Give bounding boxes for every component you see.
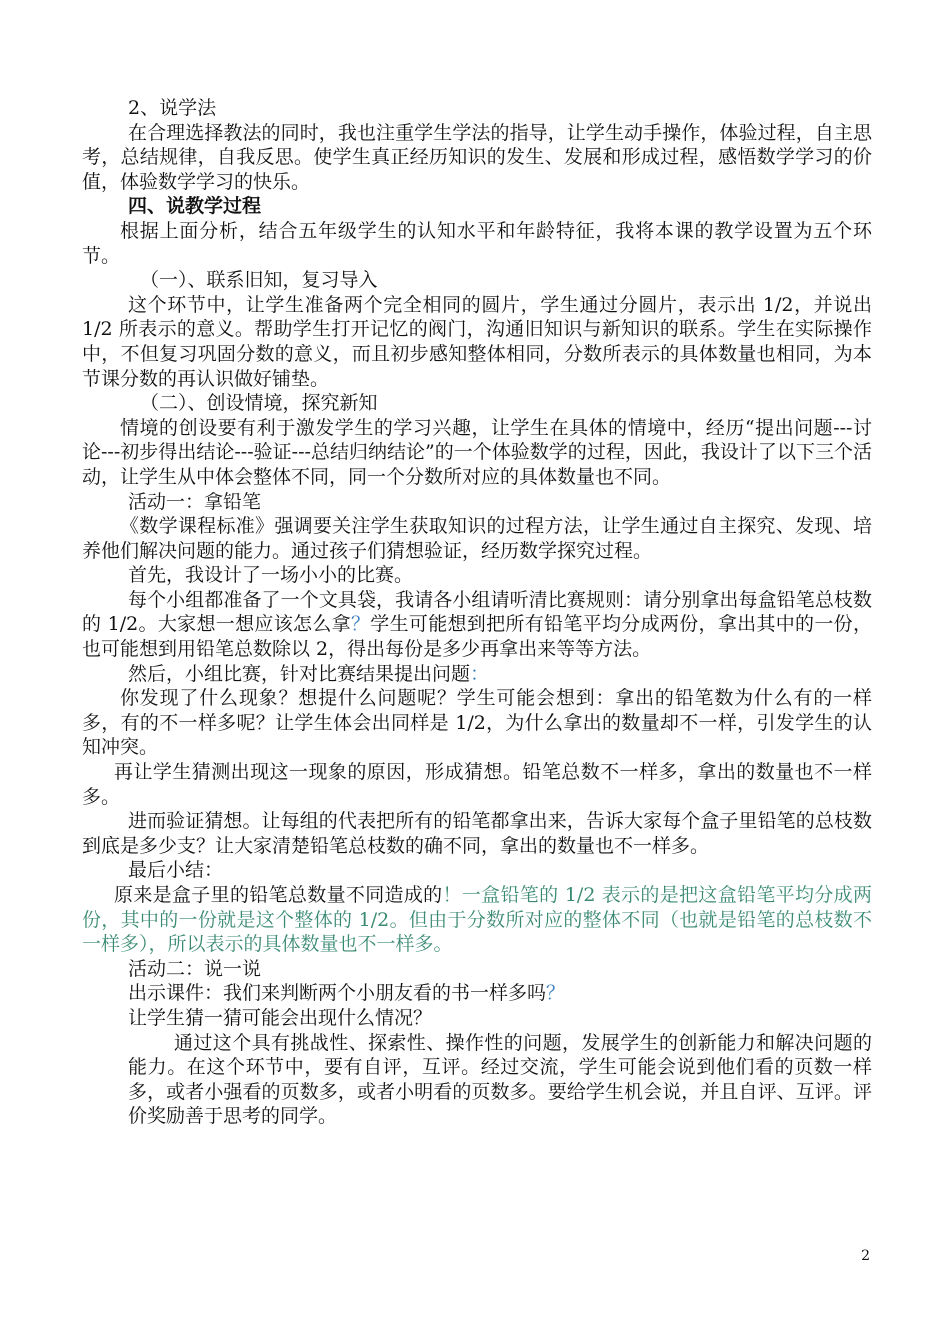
document-page [82, 96, 872, 1129]
activity1-guess: 再让学生猜测出现这一现象的原因，形成猜想。铅笔总数不一样多，拿出的数量也不一样多。 [82, 761, 872, 808]
activity2-body: 通过这个具有挑战性、探索性、操作性的问题，发展学生的创新能力和解决问题的能力。在这个环节中，要有自评，互评。经过交流，学生可能会说到他们看的页数一样多，或者小强看的页数多，或者小明看的页数多。要给学生机会说，并且自评、互评。评价奖励善于思考的同学。 [128, 1031, 872, 1128]
activity1-rules-a: 每个小组都准备了一个文具袋，我请各小组请听清比赛规则：请分别拿出每盒铅笔总枝数的 1/2。大家想一想应该怎么拿 [82, 588, 872, 636]
activity1-then-colon: ： [470, 662, 490, 685]
activity1-discover: 你发现了什么现象？想提什么问题呢？学生可能会想到：拿出的铅笔数为什么有的一样多，有的不一样多呢？让学生体会出同样是 1/2，为什么拿出的数量却不一样，引发学生的认知冲突。 [82, 687, 872, 759]
page-number: 2 [861, 1248, 870, 1264]
activity1-summary-title: 最后小结： [128, 859, 224, 882]
activity2-title: 活动二：说一说 [128, 957, 262, 980]
activity1-then [82, 662, 872, 687]
part1-title: （一）、联系旧知，复习导入 [140, 269, 378, 292]
activity1-then-text: 然后，小组比赛，针对比赛结果提出问题 [128, 662, 471, 685]
activity2-guess: 让学生猜一猜可能会出现什么情况？ [128, 1006, 433, 1029]
part1-body: 这个环节中，让学生准备两个完全相同的圆片，学生通过分圆片，表示出 1/2，并说出 1/2 所表示的意义。帮助学生打开记忆的阀门，沟通旧知识与新知识的联系。学生在实际操作中，不但复习巩固分数的意义，而且初步感知整体相同，分数所表示的具体数量也相同，为本节课分数的再认识做好铺垫。 [82, 293, 872, 390]
activity1-rules-b: 学生可能想到把所有铅笔平均分成两份，拿出其中的一份，也可能想到用铅笔总数除以 2，得出每份是多少再拿出来等等方法。 [82, 613, 872, 661]
study-method-title: 2、说学法 [128, 97, 217, 119]
activity1-rules-question-mark: ？ [350, 613, 371, 636]
activity2-show-text: 出示课件：我们来判断两个小朋友看的书一样多吗 [128, 982, 547, 1005]
activity1-standard: 《数学课程标准》强调要关注学生获取知识的过程方法，让学生通过自主探究、发现、培养他们解决问题的能力。通过孩子们猜想验证，经历数学探究过程。 [82, 515, 872, 562]
activity2-body-block [82, 1031, 872, 1129]
activity1-rules [82, 588, 872, 662]
activity2-show [82, 981, 872, 1006]
process-heading: 四、说教学过程 [128, 195, 262, 218]
activity1-first: 首先，我设计了一场小小的比赛。 [128, 564, 414, 587]
process-intro: 根据上面分析，结合五年级学生的认知水平和年龄特征，我将本课的教学设置为五个环节。 [82, 219, 872, 267]
activity1-summary-b: ！一盒铅笔的 1/2 表示的是把这盒铅笔平均分成两份，其中的一份就是这个整体的 1/2。但由于分数所对应的整体不同（也就是铅笔的总枝数不一样多），所以表示的具体数量也不一样多。 [82, 884, 872, 956]
part2-body: 情境的创设要有利于激发学生的学习兴趣，让学生在具体的情境中，经历“提出问题---讨论---初步得出结论---验证---总结归纳结论”的一个体验数学的过程，因此，我设计了以下三个活动，让学生从中体会整体不同，同一个分数所对应的具体数量也不同。 [82, 416, 872, 488]
activity1-summary [82, 883, 872, 957]
activity1-title: 活动一：拿铅笔 [128, 490, 262, 513]
activity1-summary-a: 原来是盒子里的铅笔总数量不同造成的 [114, 884, 443, 906]
study-method-body: 在合理选择教法的同时，我也注重学生学法的指导，让学生动手操作，体验过程，自主思考，总结规律，自我反思。使学生真正经历知识的发生、发展和形成过程，感悟数学学习的价值，体验数学学习的快乐。 [82, 121, 872, 193]
part2-title: （二）、创设情境，探究新知 [140, 392, 378, 415]
activity2-show-question-mark: ？ [546, 982, 566, 1005]
activity1-verify: 进而验证猜想。让每组的代表把所有的铅笔都拿出来，告诉大家每个盒子里铅笔的总枝数到底是多少支？让大家清楚铅笔总枝数的确不同，拿出的数量也不一样多。 [82, 810, 872, 857]
